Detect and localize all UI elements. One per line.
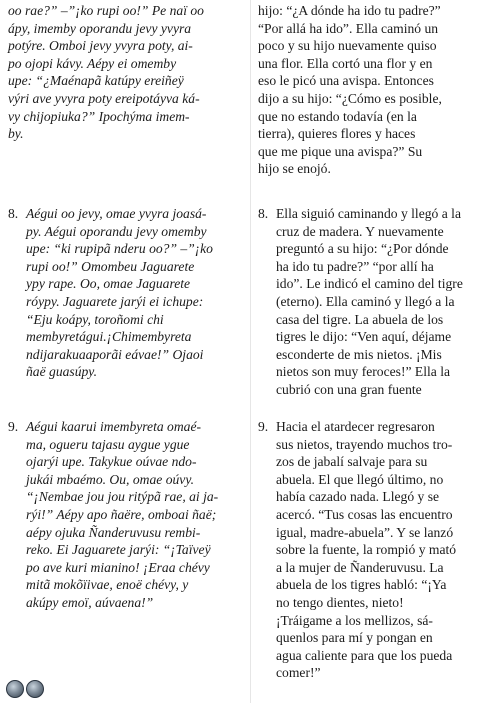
guarani-paragraph-9	[8, 418, 218, 612]
coin-icon	[6, 680, 24, 698]
guarani-paragraph-8	[8, 205, 213, 381]
paragraph-number: 8.	[258, 206, 269, 221]
spanish-paragraph-7-continued: hijo: “¿A dónde ha ido tu padre?” “Por allá ha ido”. Ella caminó un poco y su hijo nuevamente quiso una flor. Ella cortó una flor y en eso le picó una avispa. Entonces dijo a su hijo: “¿Cómo es posible, que no estando todavía (en la tierra), quieres flores y haces que me pique una avispa?” Su hijo se enojó.	[258, 3, 442, 177]
coin-icon	[26, 680, 44, 698]
paragraph-text: Aégui oo jevy, omae yvyra joasá- py. Aégui oporandu jevy omemby upe: “ki rupipã nderu oo?” –”¡ko rupi oo!” Omombeu Jaguarete ypy rape. Oo, omae Jaguarete róypy. Jaguarete jarýi ei ichupe: “Eju koápy, toroñomi chi membyretágui.¡Chimembyreta ndijarakuaaporãi eávae!” Ojaoi ñaë guasúpy.	[26, 206, 213, 380]
paragraph-text: Aégui kaarui imembyreta omaé- ma, ogueru tajasu aygue ygue ojarýi upe. Takykue oúvae ndo- jukái mbaémo. Ou, omae oúvy. “¡Nembae jou jou ritýpã rae, ai ja- rýi!” Aépy apo ñaëre, omboai ñaë; aépy ojuka Ñanderuvusu rembi- reko. Ei Jaguarete jarýi: “¡Taïveÿ po ave kuri mianino! ¡Eraa chévy mitã mokõïivae, enoë chévy, y akúpy emoï, aúvaena!”	[26, 419, 219, 610]
guarani-paragraph-7-continued: oo rae?” –”¡ko rupi oo!” Pe naï oo ápy, imemby oporandu jevy yvyra potýre. Omboi jevy yvyra poty, ai- po ojopi kávy. Aépy ei omemby upe: “¿Maénapã katúpy ereiñeÿ výri ave yvyra poty ereipotáyva ká- vy chijopiuka?” Ipochýma imem- by.	[8, 3, 204, 142]
column-divider	[250, 0, 251, 703]
paragraph-number: 8.	[8, 206, 19, 221]
paragraph-number: 9.	[8, 419, 19, 434]
spanish-paragraph-9	[258, 418, 456, 682]
paragraph-number: 9.	[258, 419, 269, 434]
paragraph-text: Ella siguió caminando y llegó a la cruz de madera. Y nuevamente preguntó a su hijo: “¿Por dónde ha ido tu padre?” “por allí ha ido”. Le indicó el camino del tigre (eterno). Ella caminó y llegó a la casa del tigre. La abuela de los tigres le dijo: “Ven aquí, déjame esconderte de mis nietos. ¡Mis nietos son muy feroces!” Ella la cubrió con una gran fuente	[276, 206, 463, 397]
paragraph-text: Hacia el atardecer regresaron sus nietos, trayendo muchos tro- zos de jabalí salvaje para su abuela. El que llegó último, no había cazado nada. Llegó y se acercó. “Tus cosas las encuentro igual, madre-abuela”. Y se lanzó sobre la fuente, la rompió y mató a la mujer de Ñanderuvusu. La abuela de los tigres habló: “¡Ya no tengo dientes, nieto! ¡Tráigame a los mellizos, sá- quenlos para mí y pongan en agua caliente para que los pueda comer!”	[276, 419, 457, 681]
spanish-paragraph-8	[258, 205, 463, 399]
